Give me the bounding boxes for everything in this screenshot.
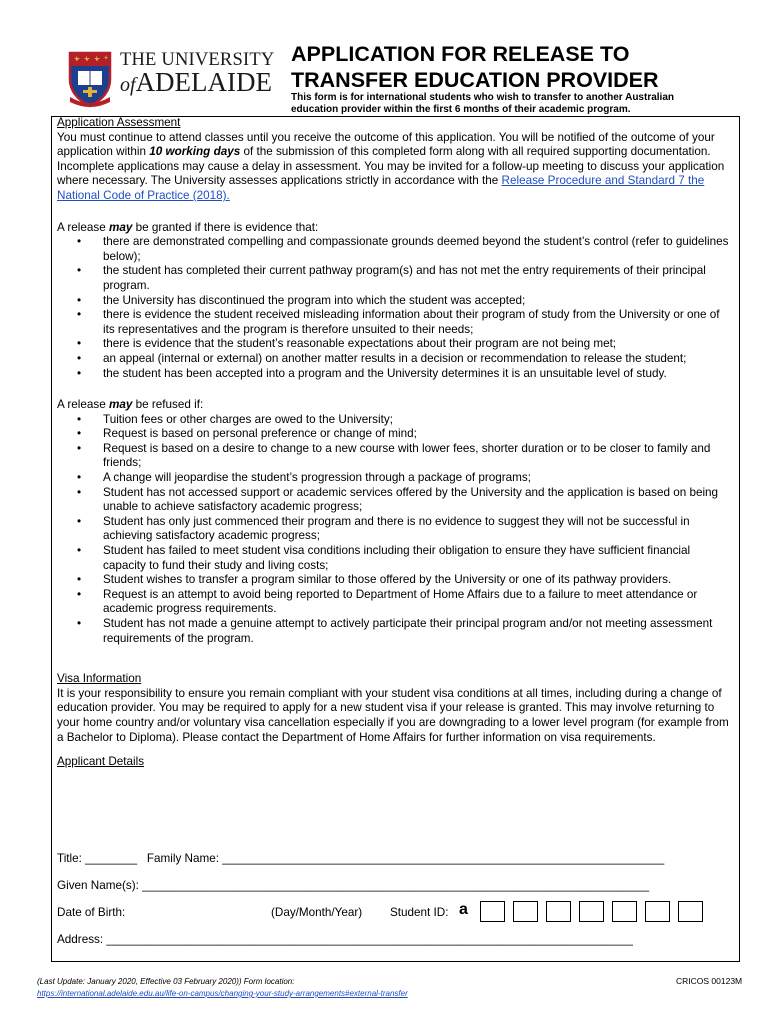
dob-label: Date of Birth: bbox=[57, 906, 126, 919]
list-item: • Student has not accessed support or academic services offered by the University and the application is based on being unable to achieve satisfactory academic progress; bbox=[57, 486, 733, 515]
list-item: • Student has not made a genuine attempt to actively participate their principal program and/or not meeting assessment requirements of the program. bbox=[57, 617, 733, 646]
form-title bbox=[291, 41, 751, 93]
refused-intro bbox=[57, 398, 733, 413]
visa-text: It is your responsibility to ensure you remain compliant with your student visa conditions at all times, including during a change of education provider. You may be required to apply for a new student visa if your release is granted. This may involve returning to your home country and/or voluntary visa cancellation especially if you are downgrading to a lower level program (for example from a Bachelor to Diploma). Please contact the Department of Home Affairs for further information on visa requirements. bbox=[57, 686, 729, 744]
granted-may: may bbox=[108, 220, 133, 234]
list-item: • Student wishes to transfer a program similar to those offered by the University or one of its pathway providers. bbox=[57, 573, 733, 588]
footer-update-note: (Last Update: January 2020, Effective 03 February 2020)) Form location: bbox=[37, 977, 295, 986]
assessment-heading: Application Assessment bbox=[57, 116, 181, 129]
assessment-intro bbox=[57, 131, 733, 204]
list-item: • Student has only just commenced their program and there is no evidence to suggest they will not be successful in achieving satisfactory academic progress; bbox=[57, 515, 733, 544]
assessment-intro-text-2: of the submission of this completed form along with all required supporting documentation. Incomplete applications may cause a delay in assessment. You may be invited for a follow-up meeting to discuss your application where necessary. The University assesses applications strictly in accordance with the bbox=[57, 145, 725, 188]
granted-pre: A release bbox=[57, 220, 109, 234]
student-id-digit-box[interactable] bbox=[612, 901, 637, 922]
list-item: • Tuition fees or other charges are owed to the University; bbox=[57, 413, 733, 428]
footer-note bbox=[37, 976, 408, 1000]
list-item: • the University has discontinued the program into which the student was accepted; bbox=[57, 294, 733, 309]
university-crest-icon bbox=[66, 49, 114, 109]
title-family-row bbox=[57, 852, 664, 865]
list-item: • Request is an attempt to avoid being reported to Department of Home Affairs due to a failure to meet attendance or academic progress requirements. bbox=[57, 588, 733, 617]
assessment-intro-text: You must continue to attend classes until you receive the outcome of this application. You will be notified of the outcome of your application within bbox=[57, 130, 715, 159]
assessment-intro-bold: 10 working days bbox=[149, 145, 241, 159]
list-item: • the student has completed their current pathway program(s) and has not met the entry requirements of their principal program. bbox=[57, 264, 733, 293]
list-item: • Request is based on personal preference or change of mind; bbox=[57, 427, 733, 442]
granted-list bbox=[57, 235, 733, 381]
university-name-line2 bbox=[120, 67, 272, 98]
student-id-digit-box[interactable] bbox=[579, 901, 604, 922]
list-item: • an appeal (internal or external) on another matter results in a decision or recommendation to release the student; bbox=[57, 352, 733, 367]
student-id-digit-box[interactable] bbox=[480, 901, 505, 922]
applicant-heading: Applicant Details bbox=[57, 755, 145, 769]
student-id-label: Student ID: bbox=[390, 906, 449, 919]
cricos-code: CRICOS 00123M bbox=[676, 976, 743, 986]
refused-pre: A release bbox=[57, 398, 109, 412]
refused-may: may bbox=[108, 398, 133, 412]
university-name-adelaide: ADELAIDE bbox=[135, 67, 273, 97]
university-name-of: of bbox=[120, 74, 136, 96]
refused-list bbox=[57, 413, 733, 647]
given-names-field[interactable]: Given Name(s): ______________________________________________________________________________ bbox=[57, 879, 650, 892]
form-title-line1: APPLICATION FOR RELEASE TO bbox=[291, 42, 630, 66]
student-id-digit-box[interactable] bbox=[678, 901, 703, 922]
title-field[interactable]: Title: ________ bbox=[57, 852, 138, 865]
form-title-line2: TRANSFER EDUCATION PROVIDER bbox=[291, 68, 659, 92]
address-field[interactable]: Address: _________________________________________________________________________________ bbox=[57, 933, 633, 946]
university-name-line1: THE UNIVERSITY bbox=[120, 50, 275, 70]
list-item: • A change will jeopardise the student’s progression through a package of programs; bbox=[57, 471, 733, 486]
student-id-digit-box[interactable] bbox=[546, 901, 571, 922]
footer-url-link[interactable]: https://international.adelaide.edu.au/life-on-campus/changing-your-study-arrangements#external-transfer bbox=[37, 989, 408, 998]
student-id-boxes bbox=[480, 901, 711, 924]
granted-intro bbox=[57, 221, 733, 236]
dob-format[interactable]: (Day/Month/Year) bbox=[271, 906, 363, 919]
family-name-field[interactable]: Family Name: ____________________________________________________________________ bbox=[146, 852, 665, 865]
list-item: • there are demonstrated compelling and compassionate grounds deemed beyond the student’s control (refer to guidelines below); bbox=[57, 235, 733, 264]
university-logo bbox=[66, 49, 276, 111]
student-id-prefix: a bbox=[459, 901, 468, 918]
student-id-digit-box[interactable] bbox=[645, 901, 670, 922]
release-procedure-link[interactable]: Release Procedure and Standard 7 the National Code of Practice (2018). bbox=[57, 174, 705, 202]
list-item: • the student has been accepted into a program and the University determines it is an unsuitable level of study. bbox=[57, 367, 733, 382]
list-item: • Student has failed to meet student visa conditions including their obligation to ensure they have sufficient financial capacity to fund their study and living costs; bbox=[57, 544, 733, 573]
student-id-digit-box[interactable] bbox=[513, 901, 538, 922]
granted-post: be granted if there is evidence that: bbox=[132, 220, 319, 234]
refused-post: be refused if: bbox=[132, 398, 204, 412]
list-item: • there is evidence that the student’s reasonable expectations about their program are not being met; bbox=[57, 337, 733, 352]
visa-heading: Visa Information bbox=[57, 672, 142, 686]
form-content bbox=[57, 116, 733, 770]
list-item: • Request is based on a desire to change to a new course with lower fees, shorter duration or to be closer to family and friends; bbox=[57, 442, 733, 471]
list-item: • there is evidence the student received misleading information about their program of study from the University or one of its representatives and the program is therefore unsuited to their needs; bbox=[57, 308, 733, 337]
form-subtitle: This form is for international students who wish to transfer to another Australian education provider within the first 6 months of their academic program. bbox=[291, 92, 674, 115]
